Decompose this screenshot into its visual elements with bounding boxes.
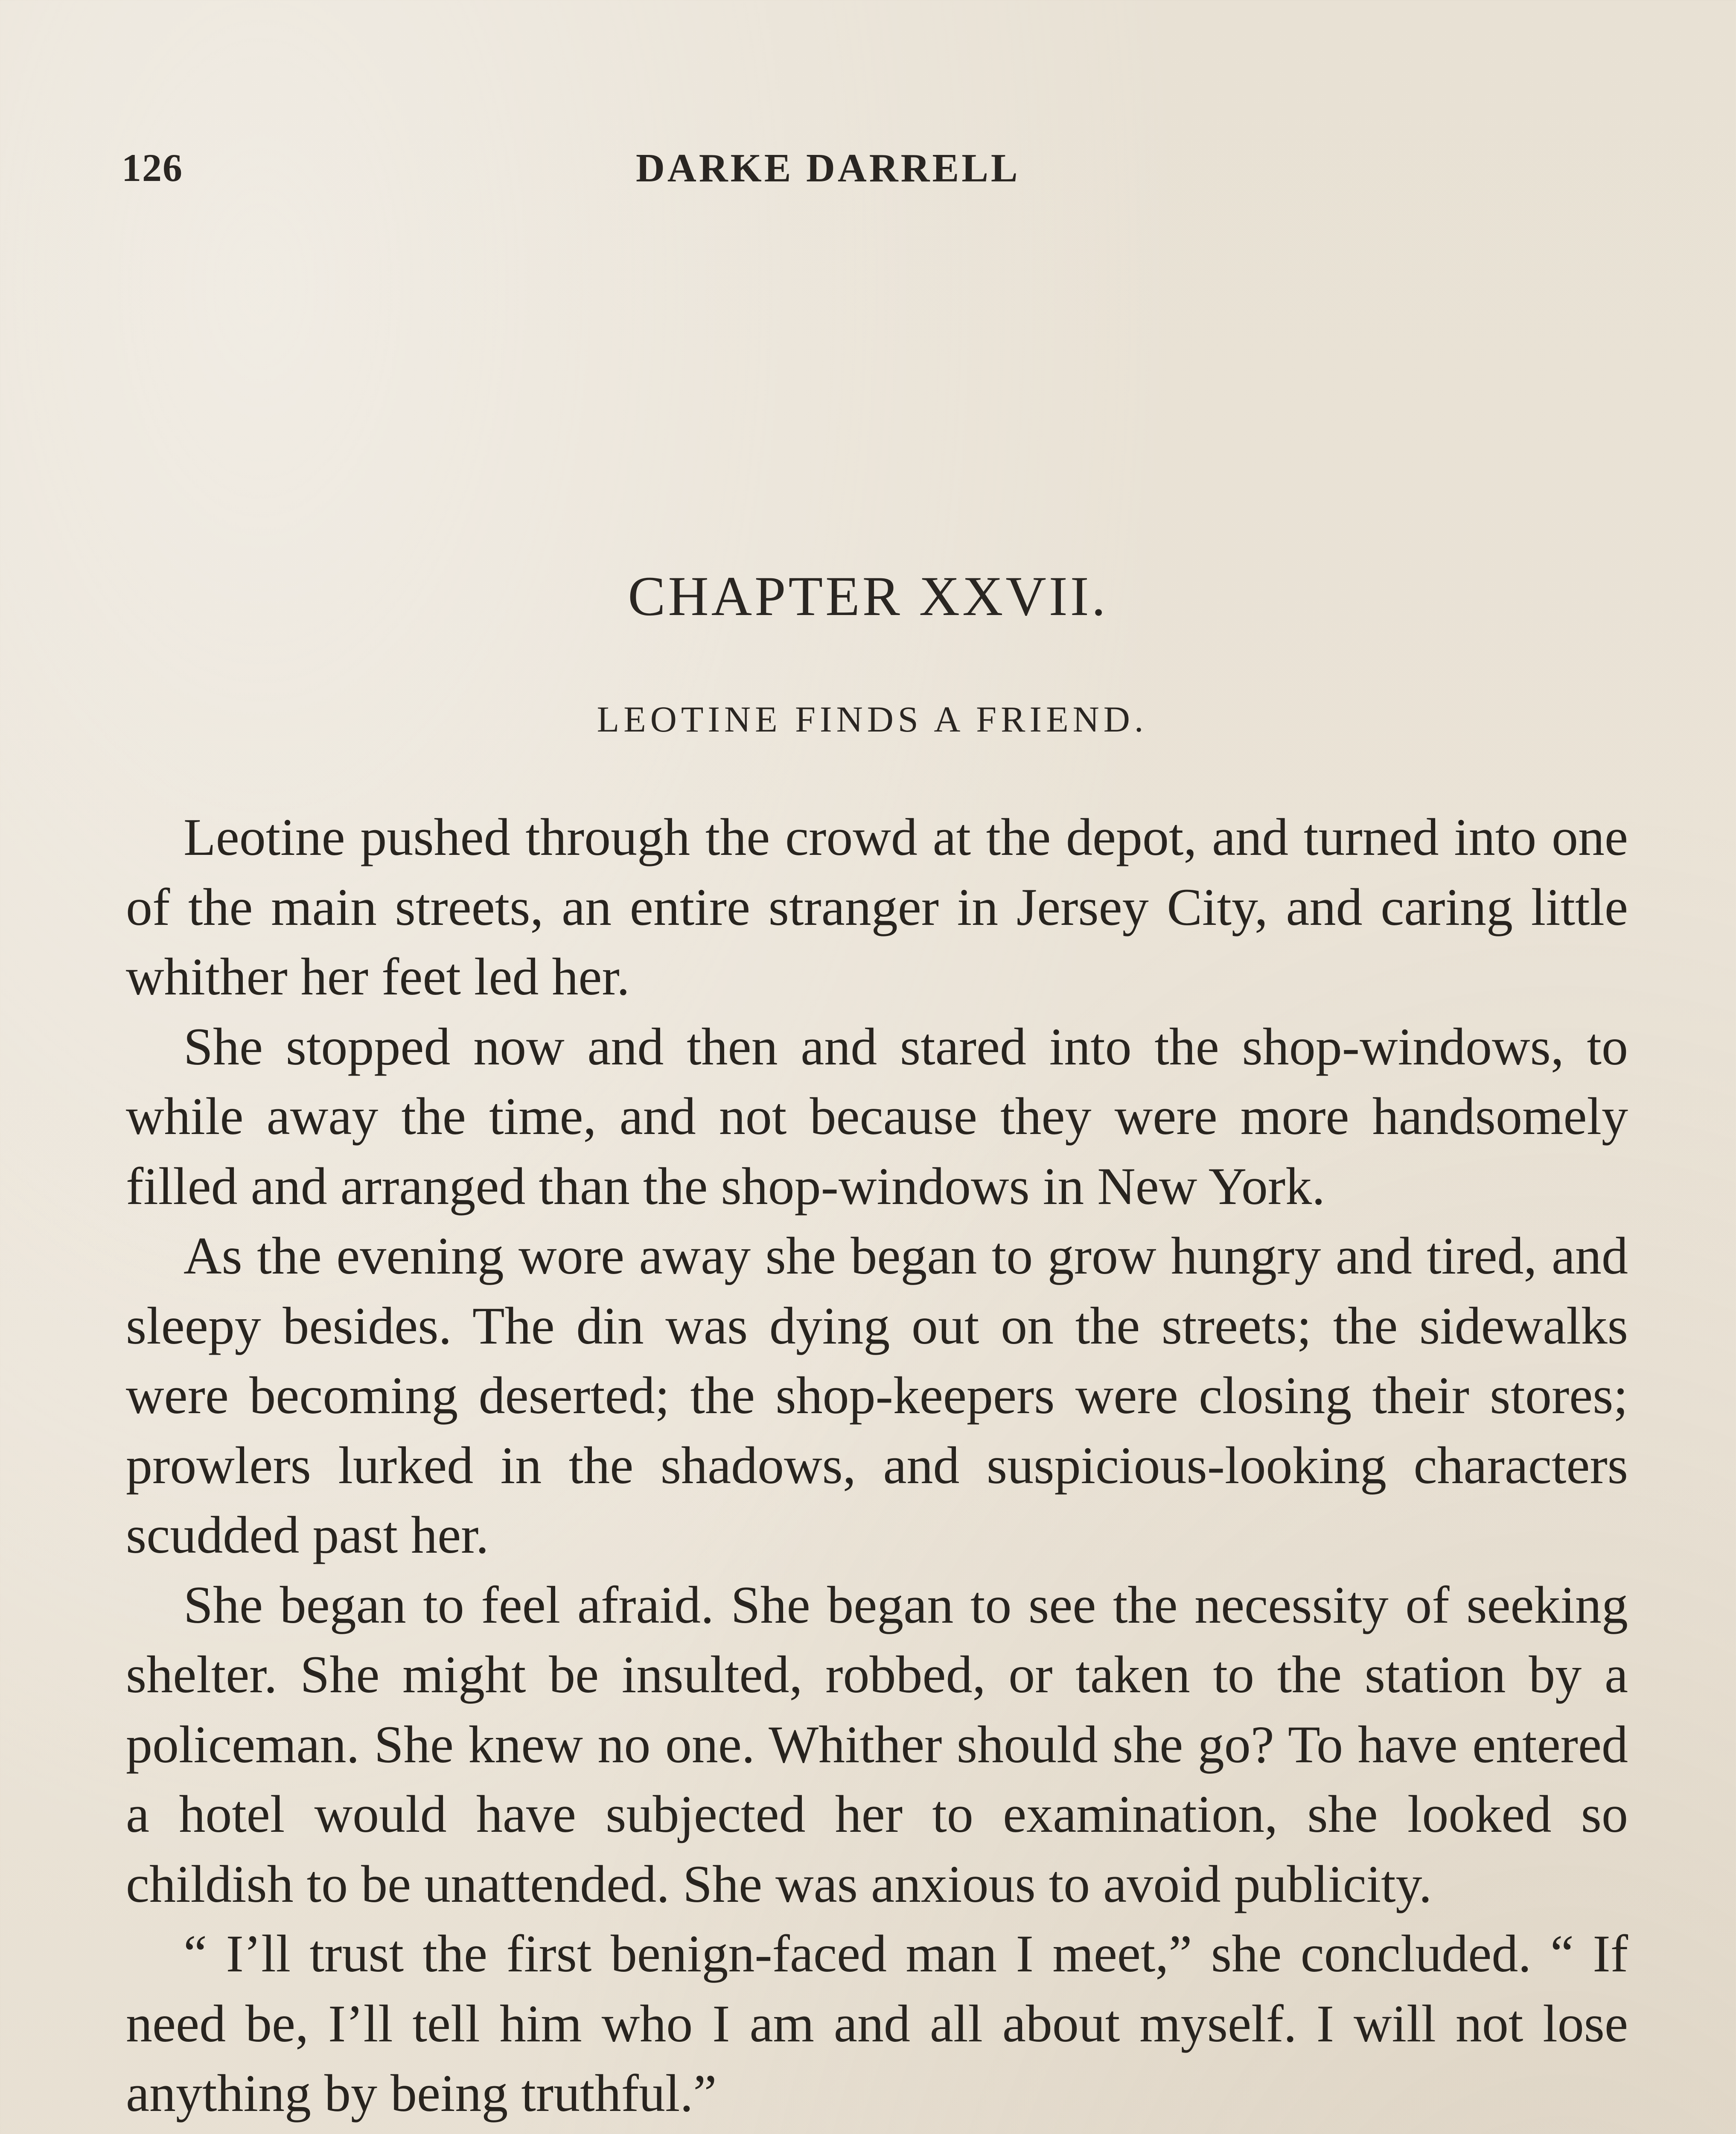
- paragraph: She stopped now and then and stared into the shop-windows, to while away the time, and not because they were more handsomely filled and arranged than the shop-windows in New York.: [126, 1017, 1628, 1216]
- chapter-heading: CHAPTER XXVII.: [628, 565, 1108, 627]
- paragraph: As the evening wore away she began to grow hungry and tired, and sleepy besides. The din was dying out on the streets; the sidewalks were becoming deserted; the shop-keepers were closing their stores; prowlers lurked in the shadows, and suspicious-looking characters scudded past her.: [126, 1227, 1628, 1564]
- body-text: [126, 802, 1628, 2134]
- paragraph: [126, 2128, 1628, 2134]
- book-title: DARKE DARRELL: [636, 146, 1020, 190]
- paragraph: She began to feel afraid. She began to see the necessity of seeking shelter. She might be insulted, robbed, or taken to the station by a policeman. She knew no one. Whither should she go? To have entered a hotel would have subjected her to examination, she looked so childish to be unattended. She was anxious to avoid publicity.: [126, 1575, 1628, 1913]
- paragraph: “ I’ll trust the first benign-faced man I meet,” she concluded. “ If need be, I’ll tell him who I am and all about myself. I will not lose anything by being truthful.”: [126, 1924, 1628, 2122]
- paragraph: Leotine pushed through the crowd at the depot, and turned into one of the main streets, an entire stranger in Jersey City, and caring little whither her feet led her.: [126, 808, 1628, 1006]
- chapter-subtitle: LEOTINE FINDS A FRIEND.: [597, 699, 1148, 740]
- page-number: 126: [122, 146, 183, 189]
- running-head: [0, 145, 1736, 205]
